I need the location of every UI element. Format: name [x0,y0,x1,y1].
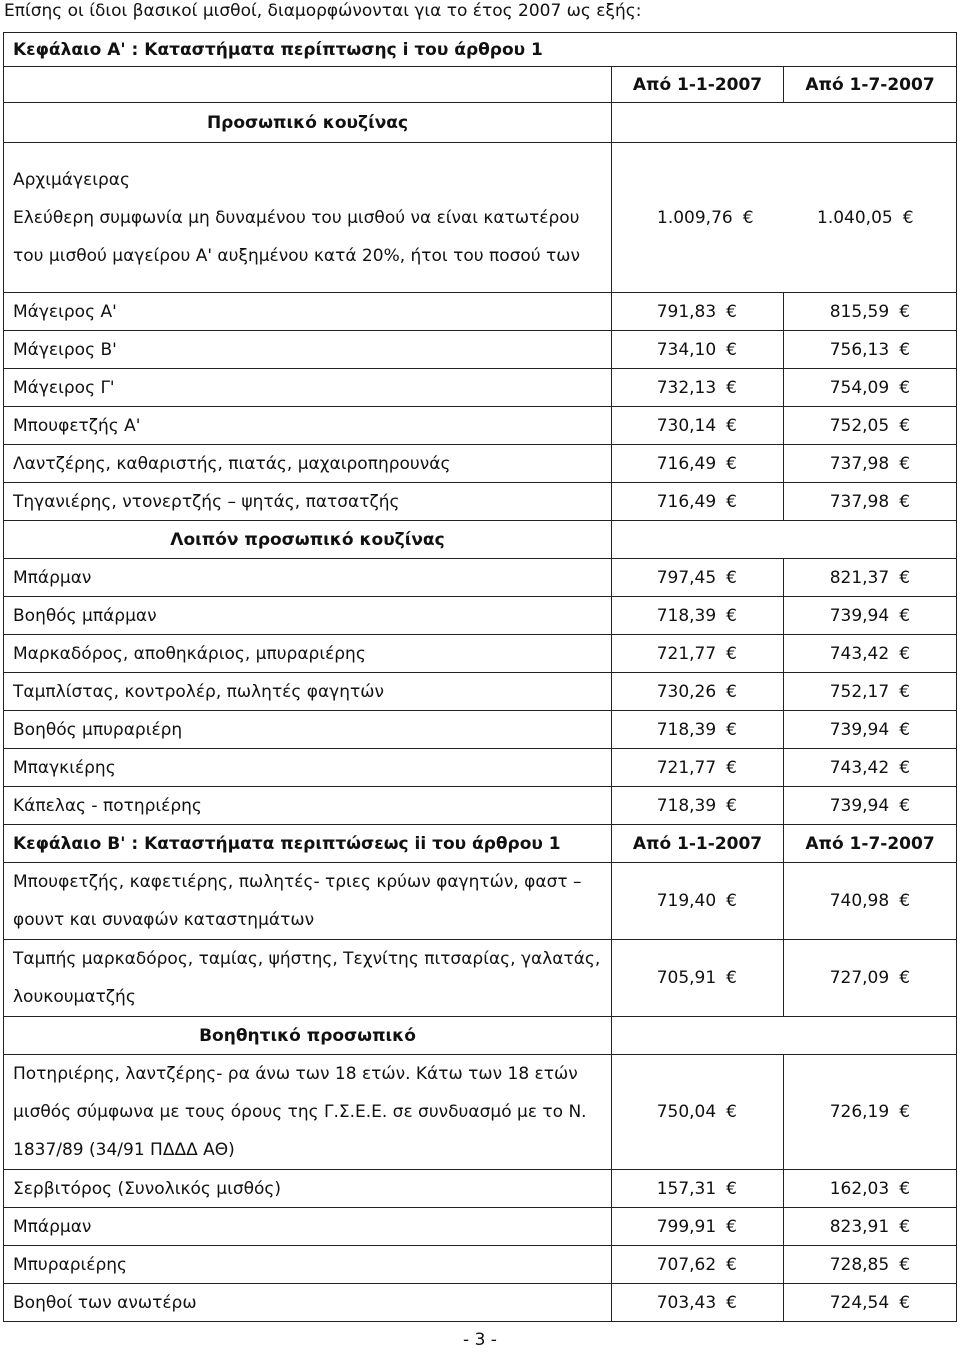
value-from-jul-2007: 739,94 € [784,711,957,749]
value-from-jul-2007: 752,05 € [784,407,957,445]
value-from-jan-2007: 734,10 € [612,331,784,369]
euro-icon: € [899,339,911,360]
value-from-jan-2007: 721,77 € [612,635,784,673]
row-label: Βοηθός μπυραριέρη [4,711,612,749]
row-label: Μπουφετζής Α' [4,407,612,445]
euro-icon: € [726,1292,737,1313]
value-from-jan-2007: 730,26 € [612,673,784,711]
table-row [4,749,957,787]
euro-icon: € [899,491,911,512]
row-label: Μάγειρος Α' [4,293,612,331]
euro-icon: € [726,643,737,664]
value-from-jul-2007: 737,98 € [784,445,957,483]
column-header-2007-07: Από 1-7-2007 [784,67,957,103]
euro-icon: € [899,1292,911,1313]
euro-icon: € [899,795,911,816]
table-row [4,407,957,445]
table-row [4,1284,957,1322]
euro-icon: € [726,1102,737,1122]
euro-icon: € [899,301,911,322]
value-from-jul-2007: 739,94 € [784,787,957,825]
euro-icon: € [899,453,911,474]
table-row [4,1208,957,1246]
row-label: Κάπελας - ποτηριέρης [4,787,612,825]
euro-icon: € [899,891,911,911]
euro-icon: € [899,1216,911,1237]
euro-icon: € [902,207,914,228]
table-row [4,597,957,635]
table-row [4,369,957,407]
value-from-jan-2007: 719,40 € [612,863,784,940]
value-from-jan-2007: 703,43 € [612,1284,784,1322]
value-from-jan-2007: 730,14 € [612,407,784,445]
section-aux-blank [612,1017,957,1055]
auxiliary-rows-group [4,1055,957,1322]
table-row [4,445,957,483]
value-from-jan-2007: 718,39 € [612,787,784,825]
chief-cook-value-jan: 1.009,76 € [657,207,754,228]
euro-icon: € [899,1254,911,1275]
row-label: Τηγανιέρης, ντονερτζής – ψητάς, πατσατζής [4,483,612,521]
euro-icon: € [899,1178,911,1199]
table-row [4,293,957,331]
value-from-jul-2007: 756,13 € [784,331,957,369]
euro-icon: € [726,605,737,626]
value-from-jul-2007: 754,09 € [784,369,957,407]
section-kitchen-blank [612,103,957,143]
euro-icon: € [742,207,754,228]
value-from-jan-2007: 799,91 € [612,1208,784,1246]
euro-icon: € [726,1178,737,1199]
euro-icon: € [899,1102,911,1122]
table-row [4,1246,957,1284]
row-label: Μαρκαδόρος, αποθηκάριος, μπυραριέρης [4,635,612,673]
chief-cook-value-jul: 1.040,05 € [817,207,914,228]
chief-cook-cell [4,143,612,293]
row-label: Μάγειρος Β' [4,331,612,369]
euro-icon: € [726,567,737,588]
euro-icon: € [726,795,737,816]
euro-icon: € [899,605,911,626]
euro-icon: € [726,377,737,398]
euro-icon: € [726,415,737,436]
section-other-blank [612,521,957,559]
table-row [4,940,957,1017]
salary-table [3,32,957,1322]
chapter-b-column-header-2007-01: Από 1-1-2007 [612,825,784,863]
value-from-jul-2007: 737,98 € [784,483,957,521]
value-from-jan-2007: 797,45 € [612,559,784,597]
value-from-jul-2007: 743,42 € [784,749,957,787]
table-row [4,483,957,521]
value-from-jan-2007: 718,39 € [612,597,784,635]
euro-icon: € [726,891,737,911]
value-from-jan-2007: 732,13 € [612,369,784,407]
chapter-b-column-header-2007-07: Από 1-7-2007 [784,825,957,863]
header-blank-cell [4,67,612,103]
euro-icon: € [899,968,911,988]
value-from-jan-2007: 716,49 € [612,483,784,521]
chief-cook-description: Ελεύθερη συμφωνία μη δυναμένου του μισθού να είναι κατωτέρου του μισθού μαγείρου Α' αυξημένου κατά 20%, ήτοι του ποσού των [13,207,580,266]
value-from-jan-2007: 716,49 € [612,445,784,483]
value-from-jul-2007: 740,98 € [784,863,957,940]
row-label: Ταμπλίστας, κοντρολέρ, πωλητές φαγητών [4,673,612,711]
value-from-jan-2007: 791,83 € [612,293,784,331]
euro-icon: € [899,377,911,398]
value-from-jan-2007: 718,39 € [612,711,784,749]
table-row [4,331,957,369]
section-other-kitchen-staff: Λοιπόν προσωπικό κουζίνας [4,521,612,559]
euro-icon: € [726,681,737,702]
table-row [4,635,957,673]
table-row [4,1170,957,1208]
euro-icon: € [899,643,911,664]
euro-icon: € [899,719,911,740]
euro-icon: € [726,301,737,322]
row-label: Βοηθοί των ανωτέρω [4,1284,612,1322]
table-row [4,673,957,711]
value-from-jul-2007: 815,59 € [784,293,957,331]
euro-icon: € [726,757,737,778]
table-row [4,559,957,597]
row-label: Ταμπής μαρκαδόρος, ταμίας, ψήστης, Τεχνίτης πιτσαρίας, γαλατάς, λουκουματζής [4,940,612,1017]
euro-icon: € [899,415,911,436]
intro-text: Επίσης οι ίδιοι βασικοί μισθοί, διαμορφώνονται για το έτος 2007 ως εξής: [4,1,642,21]
value-from-jan-2007: 705,91 € [612,940,784,1017]
value-from-jan-2007: 707,62 € [612,1246,784,1284]
page-number: - 3 - [463,1330,497,1350]
value-from-jul-2007: 739,94 € [784,597,957,635]
row-label: Μπουφετζής, καφετιέρης, πωλητές- τριες κρύων φαγητών, φαστ – φουντ και συναφών καταστημάτων [4,863,612,940]
table-row [4,863,957,940]
table-row [4,711,957,749]
row-label: Λαντζέρης, καθαριστής, πιατάς, μαχαιροπηρουνάς [4,445,612,483]
value-from-jul-2007: 743,42 € [784,635,957,673]
euro-icon: € [726,719,737,740]
euro-icon: € [726,968,737,988]
row-label: Μπαγκιέρης [4,749,612,787]
value-from-jul-2007: 821,37 € [784,559,957,597]
column-header-2007-01: Από 1-1-2007 [612,67,784,103]
euro-icon: € [726,1254,737,1275]
chief-cook-values [612,143,957,293]
chief-cook-title: Αρχιμάγειρας [13,169,130,190]
euro-icon: € [726,339,737,360]
value-from-jul-2007: 724,54 € [784,1284,957,1322]
value-from-jul-2007: 726,19 € [784,1055,957,1170]
value-from-jul-2007: 728,85 € [784,1246,957,1284]
table-row [4,787,957,825]
other-rows-group [4,559,957,825]
chapter-b-heading: Κεφάλαιο Β' : Καταστήματα περιπτώσεως ii του άρθρου 1 [4,825,612,863]
value-from-jul-2007: 727,09 € [784,940,957,1017]
section-kitchen-staff: Προσωπικό κουζίνας [4,103,612,143]
euro-icon: € [726,1216,737,1237]
chapter-b-rows-group [4,863,957,1017]
row-label: Μπάρμαν [4,559,612,597]
chapter-a-heading: Κεφάλαιο Α' : Καταστήματα περίπτωσης i του άρθρου 1 [4,33,957,67]
row-label: Σερβιτόρος (Συνολικός μισθός) [4,1170,612,1208]
euro-icon: € [899,757,911,778]
value-from-jan-2007: 750,04 € [612,1055,784,1170]
value-from-jan-2007: 157,31 € [612,1170,784,1208]
euro-icon: € [726,491,737,512]
row-label: Μάγειρος Γ' [4,369,612,407]
euro-icon: € [726,453,737,474]
kitchen-rows-group [4,293,957,521]
euro-icon: € [899,681,911,702]
table-row [4,1055,957,1170]
row-label: Βοηθός μπάρμαν [4,597,612,635]
value-from-jul-2007: 752,17 € [784,673,957,711]
value-from-jan-2007: 721,77 € [612,749,784,787]
section-auxiliary-staff: Βοηθητικό προσωπικό [4,1017,612,1055]
row-label: Ποτηριέρης, λαντζέρης- ρα άνω των 18 ετών. Κάτω των 18 ετών μισθός σύμφωνα με τους όρους της Γ.Σ.Ε.Ε. σε συνδυασμό με το Ν. 1837/89 (34/91 ΠΔΔΔ ΑΘ) [4,1055,612,1170]
row-label: Μπυραριέρης [4,1246,612,1284]
value-from-jul-2007: 162,03 € [784,1170,957,1208]
value-from-jul-2007: 823,91 € [784,1208,957,1246]
row-label: Μπάρμαν [4,1208,612,1246]
euro-icon: € [899,567,911,588]
